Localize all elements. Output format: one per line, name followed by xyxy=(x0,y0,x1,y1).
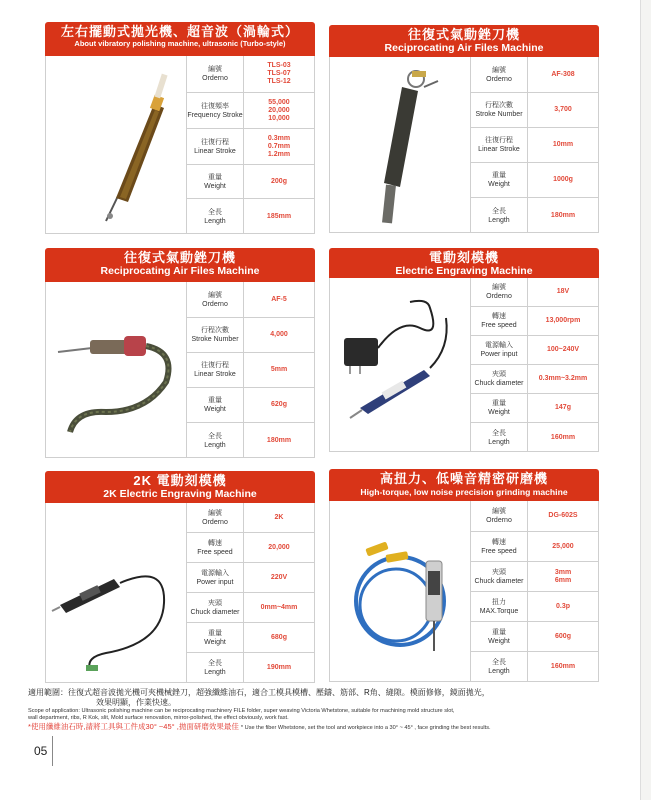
spec-label-en: Stroke Number xyxy=(475,111,523,118)
spec-label-en: Free speed xyxy=(481,322,517,329)
spec-row xyxy=(471,652,598,682)
spec-row xyxy=(471,501,598,532)
spec-row xyxy=(471,278,598,307)
panel-title-cn: 往復式氣動銼刀機 xyxy=(123,250,236,265)
panel-body xyxy=(45,56,315,234)
spec-row xyxy=(471,394,598,423)
spec-row xyxy=(471,128,598,163)
spec-value: 0mm~4mm xyxy=(260,603,298,611)
spec-value: 5mm xyxy=(270,366,288,373)
spec-row xyxy=(187,388,314,423)
spec-label-cn: 往復行程 xyxy=(201,138,229,146)
spec-label-en: Chuck diameter xyxy=(190,608,240,616)
spec-label-en: MAX.Torque xyxy=(479,607,519,615)
spec-value: 0.3p xyxy=(555,602,570,610)
spec-label-en: Linear Stroke xyxy=(194,147,236,155)
spec-label-cn: 轉速 xyxy=(492,313,506,320)
panel-header xyxy=(329,25,599,57)
spec-value: 13,000rpm xyxy=(545,317,581,324)
spec-label-cn: 重量 xyxy=(492,172,506,179)
panel-header xyxy=(45,22,315,56)
spec-table xyxy=(186,503,314,682)
spec-row xyxy=(187,56,314,93)
spec-value: 10mm xyxy=(552,141,574,148)
spec-label-cn: 夾頭 xyxy=(492,568,506,576)
spec-label-cn: 編號 xyxy=(208,66,222,73)
page-number: 05 xyxy=(34,744,48,758)
spec-value: 3mm 6mm xyxy=(554,568,572,584)
spec-label-cn: 全長 xyxy=(208,660,222,667)
panel-header xyxy=(45,471,315,503)
spec-label-en: Power input xyxy=(196,578,234,586)
spec-label-en: Length xyxy=(204,217,226,225)
spec-value: 620g xyxy=(271,401,287,408)
spec-label-cn: 行程次數 xyxy=(485,102,513,109)
spec-value: 190mm xyxy=(266,664,292,671)
product-image-engraver xyxy=(46,503,186,682)
spec-label-en: Orderno xyxy=(202,518,228,526)
spec-label-cn: 電源輸入 xyxy=(201,569,229,577)
panel-title-en: About vibratory polishing machine, ultrasonic (Turbo-style) xyxy=(74,39,286,48)
panel-title-cn: 往復式氣動銼刀機 xyxy=(407,27,520,42)
spec-row xyxy=(187,563,314,593)
product-panel-engraver-18v xyxy=(329,248,599,452)
spec-row xyxy=(187,318,314,353)
spec-label-en: Length xyxy=(204,669,226,676)
spec-label-en: Orderno xyxy=(486,75,512,83)
spec-label-en: Weight xyxy=(204,638,226,646)
spec-value: 3,700 xyxy=(554,106,572,113)
spec-table xyxy=(186,56,314,233)
spec-value: 185mm xyxy=(266,212,292,220)
spec-row xyxy=(187,282,314,318)
spec-row xyxy=(187,199,314,234)
spec-label-en: Weight xyxy=(488,409,510,416)
spec-value: 160mm xyxy=(550,663,576,670)
spec-row xyxy=(187,533,314,563)
panel-title-cn: 2K 電動刻模機 xyxy=(133,473,227,488)
spec-label-en: Length xyxy=(488,668,510,675)
product-panel-tls xyxy=(45,22,315,234)
spec-value: 0.3mm 0.7mm 1.2mm xyxy=(267,134,291,158)
spec-table xyxy=(470,501,598,681)
spec-label-cn: 夾頭 xyxy=(492,371,506,378)
spec-label-cn: 重量 xyxy=(492,400,506,407)
product-image-air-file xyxy=(46,282,186,457)
spec-label-en: Length xyxy=(204,441,226,449)
scope-en-line-2: wall department, ribs, R Kok, slit, Mold surface renovation, mirror-polished, the effect obviously, work fast. xyxy=(28,715,289,721)
panel-header xyxy=(45,248,315,282)
scope-cn-line-2: 效果明顯，作業快速。 xyxy=(96,698,176,707)
panel-body xyxy=(329,57,599,233)
panel-body xyxy=(329,501,599,682)
spec-value: AF-5 xyxy=(271,295,287,303)
spec-label-cn: 往復行程 xyxy=(201,362,229,369)
spec-value: 55,000 20,000 10,000 xyxy=(268,98,290,122)
page-divider xyxy=(52,736,53,766)
spec-value: 180mm xyxy=(266,436,292,444)
product-image-polisher xyxy=(46,56,186,233)
spec-label-en: Chuck diameter xyxy=(474,380,524,387)
spec-table xyxy=(470,278,598,451)
spec-label-cn: 往復行程 xyxy=(485,137,513,144)
spec-value: 147g xyxy=(555,404,571,411)
spec-row xyxy=(471,163,598,198)
spec-value: 220V xyxy=(270,573,288,581)
product-image-engraver xyxy=(330,278,470,451)
spec-value: 680g xyxy=(271,633,287,641)
panel-title-en: Reciprocating Air Files Machine xyxy=(384,42,544,54)
spec-row xyxy=(187,423,314,458)
product-panel-af5 xyxy=(45,248,315,458)
spec-label-cn: 編號 xyxy=(492,66,506,74)
spec-value: 1000g xyxy=(553,176,573,183)
spec-label-en: Weight xyxy=(488,181,510,188)
panel-body xyxy=(329,278,599,452)
panel-title-en: Electric Engraving Machine xyxy=(395,265,533,277)
scope-en-line-1: Scope of application: Ultrasonic polishing machine can be reciprocating machinery FILE folder, super weaving Victoria Whetstone, suitable for machining mold structure slot, xyxy=(28,708,455,714)
page-edge xyxy=(640,0,651,800)
spec-label-cn: 重量 xyxy=(492,628,506,636)
spec-label-cn: 夾頭 xyxy=(208,599,222,607)
spec-label-cn: 轉速 xyxy=(208,539,222,547)
spec-label-cn: 編號 xyxy=(208,291,222,299)
spec-label-en: Orderno xyxy=(202,75,228,82)
spec-label-en: Orderno xyxy=(486,293,512,300)
spec-row xyxy=(187,93,314,129)
panel-title-en: 2K Electric Engraving Machine xyxy=(103,488,257,500)
spec-row xyxy=(187,593,314,623)
spec-label-cn: 全長 xyxy=(492,659,506,666)
spec-value: TLS-03 TLS-07 TLS-12 xyxy=(267,62,291,85)
spec-row xyxy=(471,198,598,233)
spec-label-en: Orderno xyxy=(486,517,512,524)
spec-label-en: Free speed xyxy=(197,548,233,556)
usage-note-cn: *使用纖維油石時,請將工具與工件成30° ~45° ,拋面研磨效果最佳 xyxy=(28,722,239,731)
spec-row xyxy=(187,503,314,533)
spec-row xyxy=(471,57,598,93)
spec-label-cn: 重量 xyxy=(208,629,222,637)
spec-label-cn: 編號 xyxy=(492,284,506,291)
spec-label-cn: 行程次數 xyxy=(201,327,229,334)
spec-value: 18V xyxy=(556,288,570,295)
spec-value: 200g xyxy=(271,177,287,185)
spec-label-cn: 編號 xyxy=(492,508,506,515)
panel-title-en: High-torque, low noise precision grinding machine xyxy=(360,487,568,497)
product-image-grinder xyxy=(330,501,470,681)
spec-label-en: Free speed xyxy=(481,547,517,555)
spec-label-cn: 轉速 xyxy=(492,538,506,546)
spec-row xyxy=(471,622,598,652)
spec-value: 100~240V xyxy=(546,346,580,353)
spec-row xyxy=(471,307,598,336)
spec-label-en: Weight xyxy=(204,406,226,413)
spec-label-cn: 重量 xyxy=(208,173,222,181)
panel-title-en: Reciprocating Air Files Machine xyxy=(100,265,260,277)
spec-label-cn: 全長 xyxy=(208,432,222,440)
footer-notes xyxy=(28,688,633,733)
spec-label-cn: 電源輸入 xyxy=(485,342,513,349)
panel-title-cn: 左右擺動式拋光機、超音波（渦輪式） xyxy=(60,24,299,39)
usage-note-en: * Use the fiber Whetstone, set the tool and workpiece into a 30° ~ 45° , face grinding the best results. xyxy=(240,725,491,731)
spec-label-en: Stroke Number xyxy=(191,336,239,343)
spec-label-en: Weight xyxy=(488,637,510,645)
spec-value: 25,000 xyxy=(552,542,574,550)
spec-row xyxy=(187,353,314,388)
spec-row xyxy=(471,532,598,562)
product-panel-dg602s xyxy=(329,469,599,682)
spec-row xyxy=(471,365,598,394)
spec-label-cn: 全長 xyxy=(208,208,222,216)
spec-label-en: Frequency Stroke xyxy=(187,111,243,119)
spec-value: 4,000 xyxy=(270,331,288,338)
spec-row xyxy=(471,592,598,622)
spec-label-en: Weight xyxy=(204,182,226,190)
spec-label-cn: 重量 xyxy=(208,397,222,404)
spec-label-en: Linear Stroke xyxy=(194,371,236,378)
spec-table xyxy=(186,282,314,457)
spec-value: 20,000 xyxy=(268,543,290,551)
spec-table xyxy=(470,57,598,232)
spec-row xyxy=(471,562,598,592)
product-image-air-file xyxy=(330,57,470,232)
spec-row xyxy=(471,423,598,452)
spec-row xyxy=(187,129,314,165)
panel-header xyxy=(329,248,599,278)
product-panel-af308 xyxy=(329,25,599,233)
spec-label-cn: 全長 xyxy=(492,429,506,437)
spec-label-cn: 全長 xyxy=(492,207,506,215)
spec-label-en: Chuck diameter xyxy=(474,577,524,585)
spec-label-cn: 編號 xyxy=(208,509,222,517)
spec-value: 0.3mm~3.2mm xyxy=(538,375,588,382)
spec-value: AF-308 xyxy=(551,70,575,78)
panel-title-cn: 高扭力、低噪音精密研磨機 xyxy=(379,471,548,486)
panel-body xyxy=(45,282,315,458)
spec-label-en: Orderno xyxy=(202,300,228,308)
spec-row xyxy=(187,653,314,683)
spec-row xyxy=(187,165,314,199)
spec-value: 180mm xyxy=(550,211,576,219)
usage-note xyxy=(28,722,633,733)
panel-title-cn: 電動刻模機 xyxy=(428,250,499,265)
spec-label-cn: 往復頻率 xyxy=(201,102,229,110)
spec-value: DG-602S xyxy=(548,512,578,519)
spec-value: 2K xyxy=(274,513,284,521)
spec-label-en: Length xyxy=(488,216,510,224)
spec-label-cn: 扭力 xyxy=(492,598,506,606)
spec-row xyxy=(471,93,598,128)
panel-header xyxy=(329,469,599,501)
panel-body xyxy=(45,503,315,683)
spec-row xyxy=(187,623,314,653)
spec-row xyxy=(471,336,598,365)
product-panel-engraver-2k xyxy=(45,471,315,683)
spec-label-en: Power input xyxy=(480,351,518,358)
scope-cn-line-1: 適用範圍：往復式超音波拋光機可夾機械銼刀，超強纖維油石，適合工模具模槽、壓鑄、筋部、R角、縫隙。模面修修，鏡面拋光， xyxy=(28,688,490,697)
spec-label-en: Linear Stroke xyxy=(478,146,520,153)
spec-value: 600g xyxy=(555,632,571,640)
spec-label-en: Length xyxy=(488,438,510,446)
spec-value: 160mm xyxy=(550,433,576,441)
